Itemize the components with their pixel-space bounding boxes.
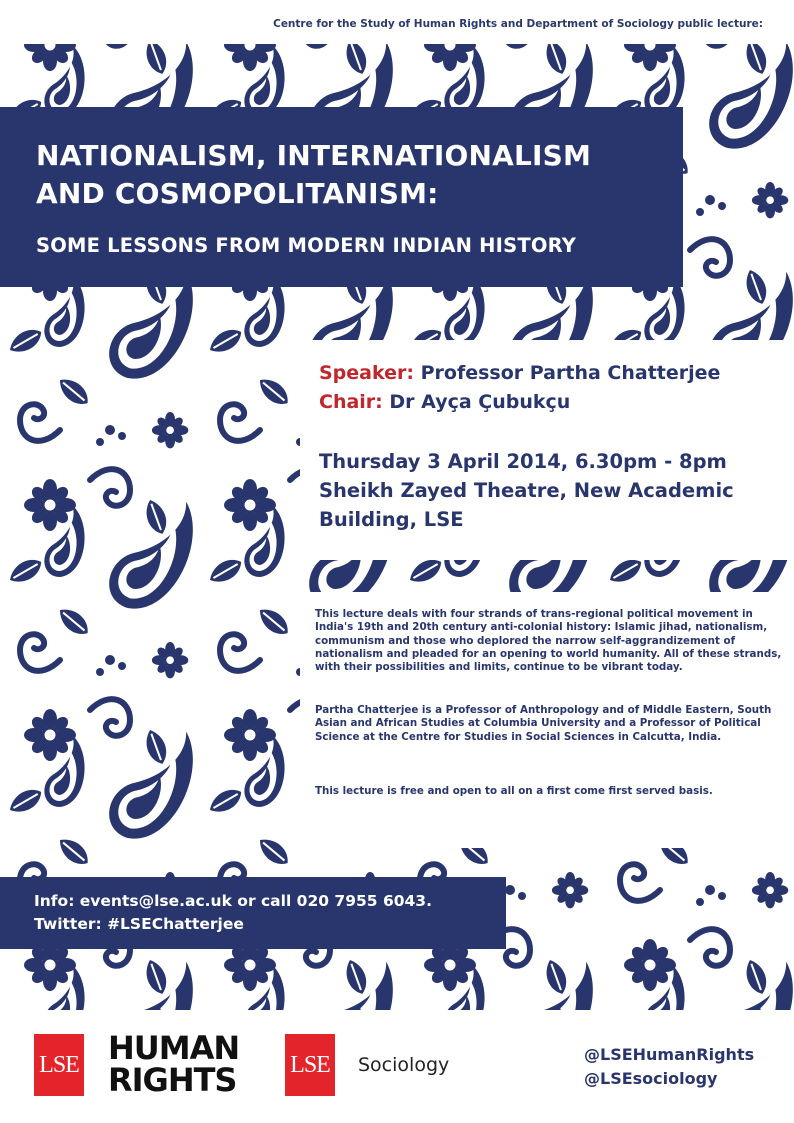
description-paragraph-2: Partha Chatterjee is a Professor of Anthropology and of Middle Eastern, South Asian and African Studies at Columbia University and a Professor of Political Science at the Centre for Studies in Social Sciences in Calcutta, India. — [315, 704, 772, 743]
contact-info: Info: events@lse.ac.uk or call 020 7955 6043. — [34, 892, 432, 910]
description-paragraph-1: This lecture deals with four strands of trans-regional political movement in India's 19th and 20th century anti-colonial history: Islamic jihad, nationalism, communism and those who deplored the narrow self-aggrandizement of nationalism and pleaded for an opening to world humanity. All of these strands, with their possibilities and limits, continue to be vibrant today. — [315, 608, 782, 674]
twitter-hashtag: Twitter: #LSEChatterjee — [34, 915, 244, 933]
event-venue-line-2: Building, LSE — [319, 508, 464, 531]
event-venue-line-1: Sheikh Zayed Theatre, New Academic — [319, 479, 734, 502]
handle-human-rights[interactable]: @LSEHumanRights — [584, 1045, 755, 1064]
lecture-subtitle: SOME LESSONS FROM MODERN INDIAN HISTORY — [36, 234, 577, 257]
title-line-2: AND COSMOPOLITANISM: — [36, 177, 439, 210]
title-banner — [0, 107, 683, 287]
chair-line — [319, 391, 570, 413]
human-rights-logo-text — [108, 1029, 268, 1099]
footer — [0, 1010, 794, 1123]
rights-word: RIGHTS — [108, 1061, 237, 1099]
description-panel — [300, 592, 794, 848]
handle-sociology[interactable]: @LSEsociology — [584, 1069, 718, 1088]
title-line-1: NATIONALISM, INTERNATIONALISM — [36, 139, 592, 172]
chair-name: Dr Ayça Çubukçu — [389, 391, 571, 413]
lse-logo-human-rights: LSE — [34, 1034, 84, 1096]
twitter-handles — [584, 1043, 754, 1091]
description-paragraph-3: This lecture is free and open to all on a first come first served basis. — [315, 785, 713, 797]
speaker-line — [319, 362, 720, 384]
speaker-name: Professor Partha Chatterjee — [420, 362, 721, 384]
event-datetime: Thursday 3 April 2014, 6.30pm - 8pm — [319, 450, 727, 473]
contact-banner — [0, 877, 506, 949]
chair-label: Chair: — [319, 391, 383, 413]
human-word: HUMAN — [108, 1029, 240, 1067]
lse-logo-sociology: LSE — [285, 1034, 335, 1096]
event-info-panel — [300, 340, 794, 560]
event-pretitle: Centre for the Study of Human Rights and Department of Sociology public lecture: — [273, 18, 763, 30]
lecture-title — [36, 137, 676, 213]
speaker-label: Speaker: — [319, 362, 414, 384]
sociology-logo-text: Sociology — [358, 1054, 450, 1076]
header-band — [0, 0, 794, 44]
